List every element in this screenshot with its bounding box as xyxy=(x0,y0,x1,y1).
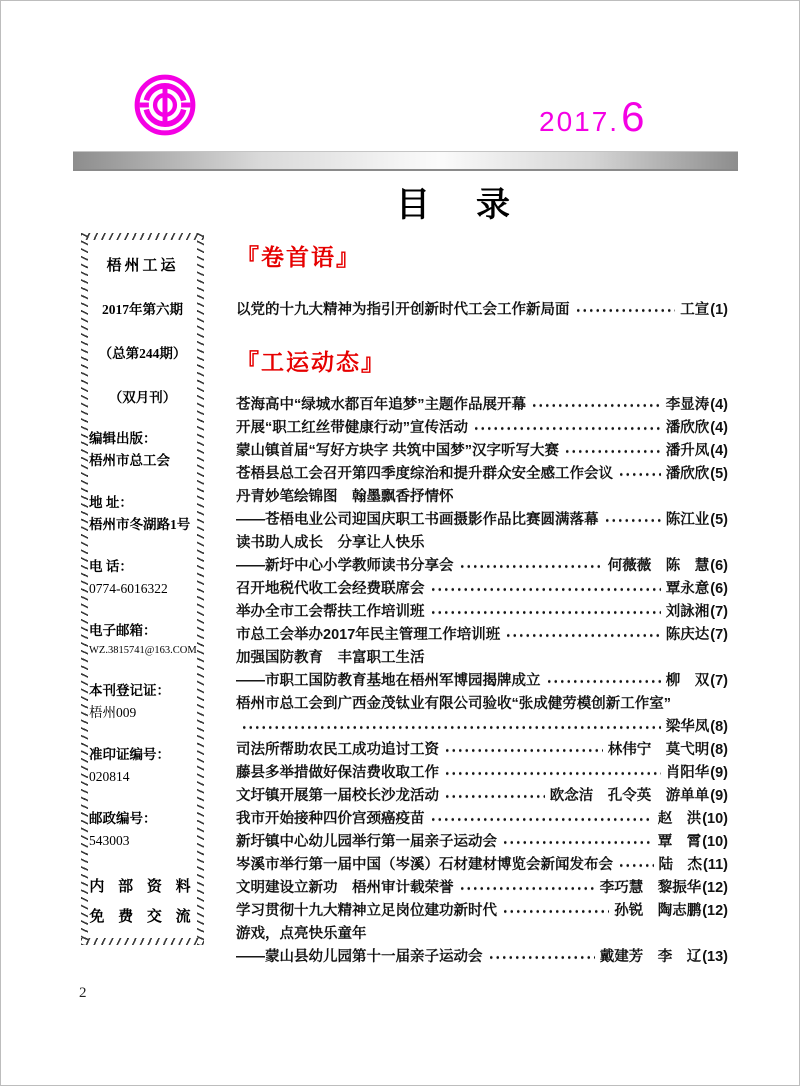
toc-entry-page: (6) xyxy=(710,558,728,574)
toc-entry-title: 学习贯彻十九大精神立足岗位建功新时代 xyxy=(236,903,497,919)
toc-entry-title: 市总工会举办2017年民主管理工作培训班 xyxy=(236,627,501,643)
address-group xyxy=(89,492,196,536)
page-title: 目 录 xyxy=(396,187,516,224)
toc-entry-authors: 李显涛 xyxy=(665,397,710,413)
phone-group xyxy=(89,556,196,600)
toc-section-header: 『工运动态』 xyxy=(236,350,386,375)
issue-date xyxy=(539,93,644,141)
toc-entry-page: (7) xyxy=(710,673,728,689)
toc-entry-page: (9) xyxy=(710,788,728,804)
permit-group xyxy=(89,744,196,788)
note-line1: 内 部 资 料 xyxy=(89,879,196,895)
phone-label: 电 话： xyxy=(89,559,133,574)
toc-entry-title: 苍海高中“绿城水都百年追梦”主题作品展开幕 xyxy=(236,397,526,413)
total-issue-line: （总第244期） xyxy=(98,346,187,361)
toc-entry-line xyxy=(236,854,728,877)
toc-entry-title: 我市开始接种四价宫颈癌疫苗 xyxy=(236,811,425,827)
toc-entry-line xyxy=(236,808,728,831)
toc-entry-authors: 工宣 xyxy=(680,302,710,318)
toc-entry-title: ——新圩中心小学教师读书分享会 xyxy=(236,558,454,574)
toc-entry-line xyxy=(236,877,728,900)
toc-entry-line xyxy=(236,693,728,716)
toc-entry-title: 司法所帮助农民工成功追讨工资 xyxy=(236,742,439,758)
dot-leader xyxy=(430,601,661,624)
dot-leader xyxy=(604,509,661,532)
toc-entry-authors: 肖阳华 xyxy=(665,765,710,781)
toc-entry-authors: 陈庆达 xyxy=(665,627,710,643)
dot-leader xyxy=(459,555,603,578)
sidebar-border-right xyxy=(197,233,204,945)
address-value: 梧州市冬湖路1号 xyxy=(89,517,191,532)
sidebar-border-bottom xyxy=(81,938,204,945)
toc-entry-authors: 陈江业 xyxy=(665,512,710,528)
dot-leader xyxy=(459,877,595,900)
toc-section-header: 『卷首语』 xyxy=(236,245,361,270)
toc-entry-page: (6) xyxy=(710,581,728,597)
dot-leader xyxy=(444,785,545,808)
toc-entry-page: (8) xyxy=(710,742,728,758)
toc-entry-page: (11) xyxy=(703,857,728,873)
license-label: 本刊登记证： xyxy=(89,683,170,698)
toc-entry-title: ——苍梧电业公司迎国庆职工书画摄影作品比赛圆满落幕 xyxy=(236,512,599,528)
toc-entry-line xyxy=(236,647,728,670)
toc-entry-title: ——市职工国防教育基地在梧州军博园揭牌成立 xyxy=(236,673,541,689)
postcode-label: 邮政编号： xyxy=(89,811,157,826)
toc-entry-authors: 陆 杰 xyxy=(658,857,702,873)
dot-leader xyxy=(618,854,654,877)
dot-leader xyxy=(575,299,676,322)
toc-entry-authors: 孙锐 陶志鹏 xyxy=(614,903,702,919)
dot-leader xyxy=(444,739,603,762)
journal-name: 梧州工运 xyxy=(106,258,179,274)
toc-entry-title: 加强国防教育 丰富职工生活 xyxy=(236,650,425,666)
toc-entry-line xyxy=(236,762,728,785)
toc-entry-title: ——蒙山县幼儿园第十一届亲子运动会 xyxy=(236,949,483,965)
toc-entry-page: (4) xyxy=(710,397,728,413)
toc-entry-authors: 林伟宁 莫弋明 xyxy=(607,742,710,758)
toc-entry-authors: 戴建芳 李 辽 xyxy=(599,949,702,965)
toc-entry-authors: 刘詠湘 xyxy=(665,604,710,620)
toc-entry-page: (4) xyxy=(710,420,728,436)
toc-entry-page: (12) xyxy=(702,880,728,896)
toc-entry-title: 举办全市工会帮扶工作培训班 xyxy=(236,604,425,620)
toc-entry-title: 蒙山镇首届“写好方块字 共筑中国梦”汉字听写大赛 xyxy=(236,443,560,459)
toc-entry-page: (13) xyxy=(702,949,728,965)
dot-leader xyxy=(488,946,595,969)
toc-entry-authors: 李巧慧 黎振华 xyxy=(599,880,702,896)
publisher-value: 梧州市总工会 xyxy=(89,453,170,468)
postcode-group xyxy=(89,808,196,852)
toc-entry-line xyxy=(236,394,728,417)
toc-entry-line xyxy=(236,578,728,601)
toc-entry-title: 藤县多举措做好保洁费收取工作 xyxy=(236,765,439,781)
issue-year: 2017. xyxy=(539,106,620,137)
email-group xyxy=(89,620,196,660)
dot-leader xyxy=(473,417,661,440)
toc-entry-title: 新圩镇中心幼儿园举行第一届亲子运动会 xyxy=(236,834,497,850)
toc-entry-line xyxy=(236,900,728,923)
dot-leader xyxy=(241,716,661,739)
page-number: 2 xyxy=(79,985,87,1001)
toc-entry-line xyxy=(236,555,728,578)
toc-entry-line xyxy=(236,440,728,463)
toc xyxy=(236,243,728,969)
email-value: WZ.3815741@163.COM xyxy=(89,645,197,656)
toc-entry-line xyxy=(236,299,728,322)
dot-leader xyxy=(564,440,661,463)
toc-entry-line xyxy=(236,946,728,969)
toc-entry-title: 丹青妙笔绘锦图 翰墨飘香抒情怀 xyxy=(236,489,454,505)
toc-entry-page: (10) xyxy=(702,811,728,827)
toc-entry-line xyxy=(236,831,728,854)
toc-entry-title: 苍梧县总工会召开第四季度综治和提升群众安全感工作会议 xyxy=(236,466,613,482)
license-group xyxy=(89,680,196,724)
address-label: 地 址： xyxy=(89,495,133,510)
frequency-line: （双月刊） xyxy=(108,390,177,405)
toc-entry-page: (7) xyxy=(710,604,728,620)
toc-entry-line xyxy=(236,417,728,440)
toc-entry-line xyxy=(236,532,728,555)
publisher-group xyxy=(89,428,196,472)
phone-value: 0774-6016322 xyxy=(89,581,168,596)
sidebar-border-top xyxy=(81,233,204,240)
toc-entry-line xyxy=(236,716,728,739)
dot-leader xyxy=(618,463,661,486)
publication-info-sidebar xyxy=(81,233,204,945)
toc-entry-line xyxy=(236,670,728,693)
dot-leader xyxy=(546,670,661,693)
toc-entry-authors: 柳 双 xyxy=(665,673,710,689)
toc-entry-authors: 覃 霄 xyxy=(657,834,702,850)
publisher-label: 编辑出版： xyxy=(89,431,157,446)
trade-union-logo-icon xyxy=(134,74,196,136)
note-line2: 免 费 交 流 xyxy=(89,909,196,925)
email-label: 电子邮箱： xyxy=(89,623,157,638)
license-value: 梧州009 xyxy=(89,705,137,720)
toc-entry-page: (1) xyxy=(710,302,728,318)
dot-leader xyxy=(502,900,609,923)
gradient-divider-bar xyxy=(73,151,738,171)
toc-entry-line xyxy=(236,486,728,509)
toc-entry-title: 以党的十九大精神为指引开创新时代工会工作新局面 xyxy=(236,302,570,318)
sidebar-border-left xyxy=(81,233,88,945)
issue-line: 2017年第六期 xyxy=(102,302,183,317)
toc-entry-authors: 覃永意 xyxy=(665,581,710,597)
toc-entry-page: (5) xyxy=(710,466,728,482)
toc-entry-line xyxy=(236,785,728,808)
toc-entry-line xyxy=(236,463,728,486)
toc-entry-title: 梧州市总工会到广西金茂钛业有限公司验收“张成健劳模创新工作室” xyxy=(236,696,671,712)
toc-entry-title: 游戏，点亮快乐童年 xyxy=(236,926,367,942)
toc-entry-title: 岑溪市举行第一届中国（岑溪）石材建材博览会新闻发布会 xyxy=(236,857,613,873)
dot-leader xyxy=(430,578,661,601)
toc-entry-title: 读书助人成长 分享让人快乐 xyxy=(236,535,425,551)
toc-entry-authors: 何薇薇 陈 慧 xyxy=(607,558,710,574)
toc-entry-authors: 欧念洁 孔令英 游单单 xyxy=(549,788,710,804)
dot-leader xyxy=(430,808,653,831)
toc-entry-authors: 梁华凤 xyxy=(665,719,710,735)
toc-entry-page: (10) xyxy=(702,834,728,850)
toc-entry-title: 召开地税代收工会经费联席会 xyxy=(236,581,425,597)
dot-leader xyxy=(444,762,661,785)
toc-entry-authors: 潘欣欣 xyxy=(665,420,710,436)
toc-entry-title: 文圩镇开展第一届校长沙龙活动 xyxy=(236,788,439,804)
dot-leader xyxy=(505,624,661,647)
toc-entry-line xyxy=(236,739,728,762)
toc-entry-authors: 赵 洪 xyxy=(657,811,702,827)
permit-value: 020814 xyxy=(89,769,130,784)
toc-entry-line xyxy=(236,601,728,624)
issue-number: 6 xyxy=(621,93,645,140)
toc-entry-title: 文明建设立新功 梧州审计载荣誉 xyxy=(236,880,454,896)
dot-leader xyxy=(531,394,661,417)
toc-entry-line xyxy=(236,509,728,532)
permit-label: 准印证编号： xyxy=(89,747,170,762)
toc-entry-authors: 潘欣欣 xyxy=(665,466,710,482)
dot-leader xyxy=(502,831,653,854)
toc-entry-line xyxy=(236,624,728,647)
toc-entry-title: 开展“职工红丝带健康行动”宣传活动 xyxy=(236,420,468,436)
toc-entry-page: (5) xyxy=(710,512,728,528)
toc-entry-line xyxy=(236,923,728,946)
toc-entry-page: (7) xyxy=(710,627,728,643)
toc-entry-page: (8) xyxy=(710,719,728,735)
toc-entry-page: (9) xyxy=(710,765,728,781)
internal-material-note xyxy=(89,872,196,932)
postcode-value: 543003 xyxy=(89,833,130,848)
toc-entry-page: (12) xyxy=(702,903,728,919)
toc-entry-authors: 潘升凤 xyxy=(665,443,710,459)
toc-entry-page: (4) xyxy=(710,443,728,459)
